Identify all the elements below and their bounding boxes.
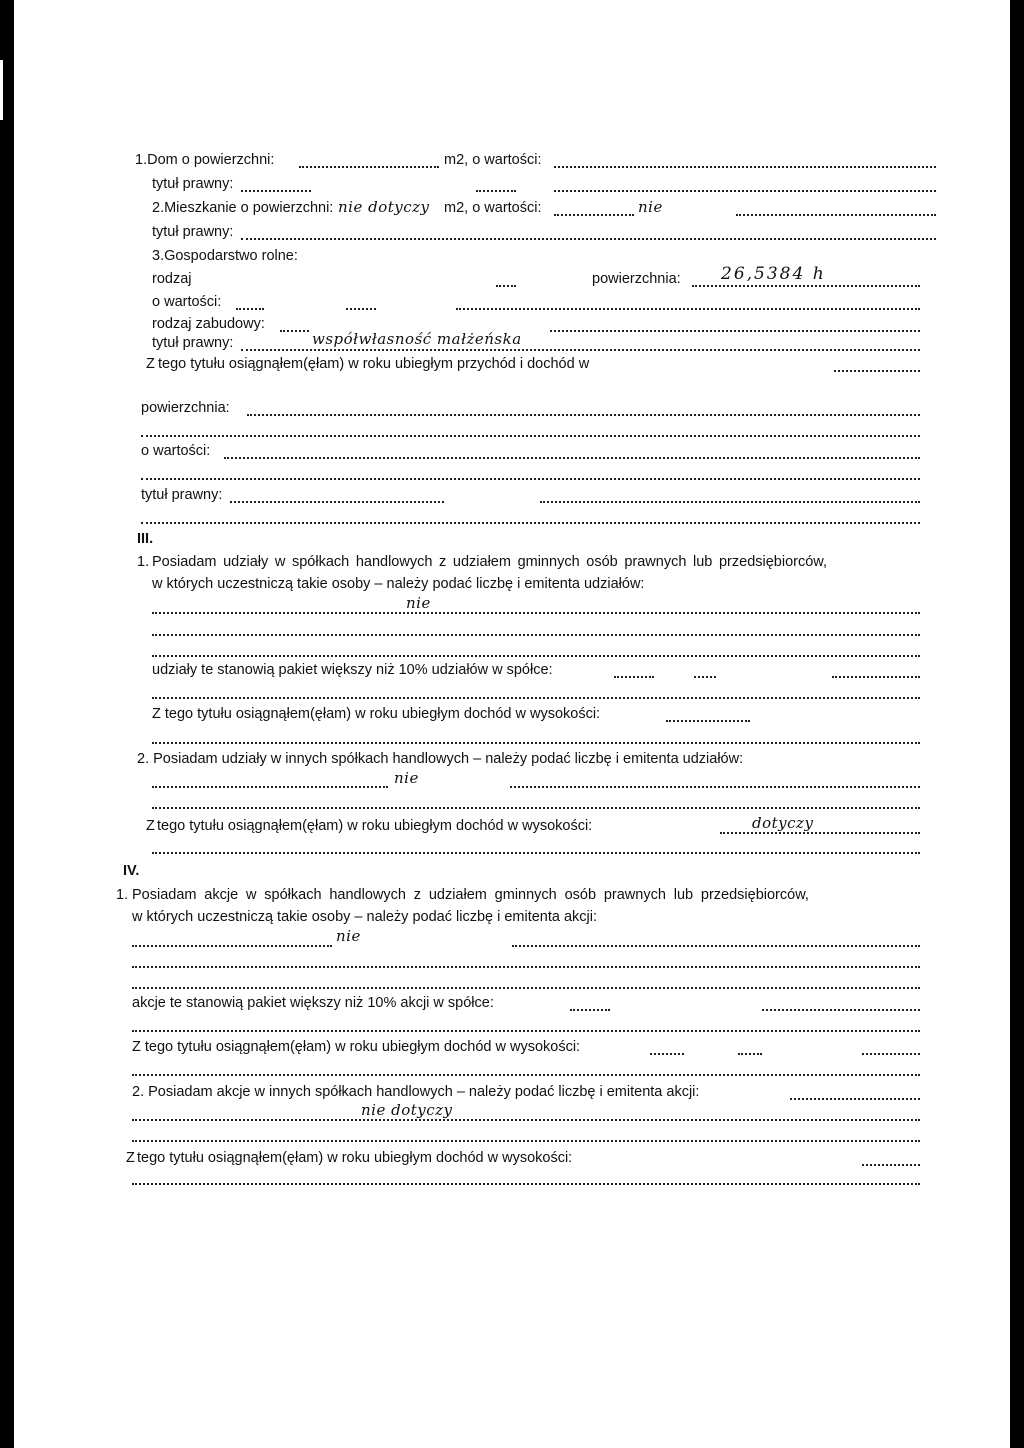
scan-right-edge bbox=[1010, 0, 1024, 1448]
section-iii-dochod1-dots bbox=[666, 718, 750, 722]
section-iii-pakiet-dots-3 bbox=[832, 674, 920, 678]
section-iv-dochod1-dots bbox=[650, 1051, 684, 1055]
section-iv-pakiet-dots-2 bbox=[762, 1007, 920, 1011]
mieszkanie-tytul-label: tytuł prawny: bbox=[152, 224, 234, 240]
section-iii-dochod2-prefix: Z bbox=[146, 818, 155, 834]
section-iv-item1-text2: w których uczestniczą takie osoby – należy podać liczbę i emitenta akcji: bbox=[132, 909, 598, 925]
section-iii-dochod2-dots-2 bbox=[152, 850, 920, 854]
section-iv-item1-dots-3 bbox=[132, 964, 920, 968]
section-iv-item2-handwritten: nie dotyczy bbox=[361, 1101, 453, 1119]
inne-tytul-dots bbox=[230, 499, 444, 503]
section-iii-item1-handwritten: nie bbox=[406, 594, 431, 612]
section-iii-item1-dots bbox=[152, 610, 920, 614]
section-iv-item1-text: Posiadam akcje w spółkach handlowych z udziałem gminnych osób prawnych lub przedsiębiorców, bbox=[132, 887, 809, 903]
section-iv-dochod2-dots bbox=[862, 1162, 920, 1166]
inne-wartosc-dots bbox=[224, 455, 920, 459]
section-iii-item1-dots-3 bbox=[152, 653, 920, 657]
inne-wartosc-dots-2 bbox=[141, 476, 920, 480]
section-iii-item1-text: Posiadam udziały w spółkach handlowych z udziałem gminnych osób prawnych lub przedsiębiorców, bbox=[152, 554, 827, 570]
section-iv-item2-dots-2 bbox=[132, 1117, 920, 1121]
inne-powierzchnia-dots-2 bbox=[141, 433, 920, 437]
gospodarstwo-rodzaj-dots bbox=[496, 283, 516, 287]
section-iv-numeral: IV. bbox=[123, 863, 140, 879]
section-iv-pakiet-dots-3 bbox=[132, 1028, 920, 1032]
section-iv-dochod2-label: tego tytułu osiągnąłem(ęłam) w roku ubiegłym dochód w wysokości: bbox=[137, 1150, 573, 1166]
section-iv-item1-dots bbox=[132, 943, 332, 947]
dom-tytul-dots-3 bbox=[554, 188, 936, 192]
section-iii-pakiet-dots-4 bbox=[152, 695, 920, 699]
inne-tytul-dots-3 bbox=[141, 520, 920, 524]
mieszkanie-label: 2.Mieszkanie o powierzchni: bbox=[152, 200, 334, 216]
section-iii-dochod2-handwritten: dotyczy bbox=[752, 814, 814, 832]
dom-label: 1.Dom o powierzchni: bbox=[135, 152, 275, 168]
inne-powierzchnia-label: powierzchnia: bbox=[141, 400, 230, 416]
section-iv-dochod1-dots-2 bbox=[738, 1051, 762, 1055]
mieszkanie-area-handwritten: nie dotyczy bbox=[338, 198, 430, 216]
section-iii-item1-dots-2 bbox=[152, 632, 920, 636]
section-iv-item2-dots-3 bbox=[132, 1138, 920, 1142]
mieszkanie-tytul-dots bbox=[241, 236, 936, 240]
section-iii-pakiet-label: udziały te stanowią pakiet większy niż 10% udziałów w spółce: bbox=[152, 662, 553, 678]
section-iii-item1-text2: w których uczestniczą takie osoby – należy podać liczbę i emitenta udziałów: bbox=[152, 576, 645, 592]
section-iv-dochod2-prefix: Z bbox=[126, 1150, 135, 1166]
gospodarstwo-zabudowa-dots-3 bbox=[550, 328, 920, 332]
gospodarstwo-wartosc-dots-2 bbox=[346, 306, 376, 310]
section-iv-dochod1-dots-3 bbox=[862, 1051, 920, 1055]
mieszkanie-value-dots-2 bbox=[736, 212, 936, 216]
section-iii-dochod1-label: Z tego tytułu osiągnąłem(ęłam) w roku ubiegłym dochód w wysokości: bbox=[152, 706, 601, 722]
dom-value-dots bbox=[554, 164, 936, 168]
section-iv-item1-num: 1. bbox=[116, 887, 129, 903]
section-iii-pakiet-dots-2 bbox=[694, 674, 716, 678]
section-iv-item1-dots-2 bbox=[512, 943, 920, 947]
scan-mark bbox=[0, 60, 3, 120]
section-iii-item2-dots bbox=[152, 784, 388, 788]
section-iii-pakiet-dots bbox=[614, 674, 654, 678]
section-iv-dochod1-dots-4 bbox=[132, 1072, 920, 1076]
dom-area-dots bbox=[299, 164, 439, 168]
section-iii-item1-num: 1. bbox=[137, 554, 150, 570]
gospodarstwo-powierzchnia-label: powierzchnia: bbox=[592, 271, 681, 287]
gospodarstwo-dochod-label: tego tytułu osiągnąłem(ęłam) w roku ubiegłym przychód i dochód w bbox=[158, 356, 590, 372]
dom-unit-label: m2, o wartości: bbox=[444, 152, 542, 168]
inne-wartosc-label: o wartości: bbox=[141, 443, 211, 459]
inne-tytul-label: tytuł prawny: bbox=[141, 487, 223, 503]
mieszkanie-unit-label: m2, o wartości: bbox=[444, 200, 542, 216]
dom-tytul-label: tytuł prawny: bbox=[152, 176, 234, 192]
dom-tytul-dots bbox=[241, 188, 311, 192]
gospodarstwo-tytul-handwritten: współwłasność małżeńska bbox=[312, 330, 522, 348]
mieszkanie-value-dots bbox=[554, 212, 634, 216]
gospodarstwo-rodzaj-label: rodzaj bbox=[152, 271, 192, 287]
section-iii-item2-handwritten: nie bbox=[394, 769, 419, 787]
section-iii-dochod2-label: tego tytułu osiągnąłem(ęłam) w roku ubiegłym dochód w wysokości: bbox=[157, 818, 593, 834]
gospodarstwo-powierzchnia-handwritten: 26,5384 h bbox=[721, 264, 826, 284]
section-iv-item2-dots bbox=[790, 1096, 920, 1100]
section-iv-dochod1-label: Z tego tytułu osiągnąłem(ęłam) w roku ubiegłym dochód w wysokości: bbox=[132, 1039, 581, 1055]
gospodarstwo-label: 3.Gospodarstwo rolne: bbox=[152, 248, 298, 264]
gospodarstwo-wartosc-label: o wartości: bbox=[152, 294, 222, 310]
dom-tytul-dots-2 bbox=[476, 188, 516, 192]
declaration-page bbox=[14, 0, 1010, 1448]
scan-left-edge bbox=[0, 0, 14, 1448]
section-iii-numeral: III. bbox=[137, 531, 154, 547]
section-iv-item2: 2. Posiadam akcje w innych spółkach handlowych – należy podać liczbę i emitenta akcji: bbox=[132, 1084, 700, 1100]
section-iii-item2-dots-3 bbox=[152, 805, 920, 809]
section-iii-item2: 2. Posiadam udziały w innych spółkach handlowych – należy podać liczbę i emitenta udziałów: bbox=[137, 751, 744, 767]
gospodarstwo-dochod-prefix: Z bbox=[146, 356, 155, 372]
gospodarstwo-wartosc-dots bbox=[236, 306, 264, 310]
section-iv-pakiet-dots bbox=[570, 1007, 610, 1011]
inne-powierzchnia-dots bbox=[247, 412, 920, 416]
section-iv-dochod2-dots-2 bbox=[132, 1181, 920, 1185]
section-iv-item1-dots-4 bbox=[132, 985, 920, 989]
gospodarstwo-zabudowa-label: rodzaj zabudowy: bbox=[152, 316, 265, 332]
mieszkanie-value-handwritten: nie bbox=[638, 198, 663, 216]
gospodarstwo-tytul-label: tytuł prawny: bbox=[152, 335, 234, 351]
section-iii-dochod1-dots-2 bbox=[152, 740, 920, 744]
section-iii-item2-dots-2 bbox=[510, 784, 920, 788]
gospodarstwo-wartosc-dots-3 bbox=[456, 306, 920, 310]
section-iv-pakiet-label: akcje te stanowią pakiet większy niż 10% akcji w spółce: bbox=[132, 995, 494, 1011]
section-iv-item1-handwritten: nie bbox=[336, 927, 361, 945]
gospodarstwo-dochod-dots bbox=[834, 368, 920, 372]
inne-tytul-dots-2 bbox=[540, 499, 920, 503]
